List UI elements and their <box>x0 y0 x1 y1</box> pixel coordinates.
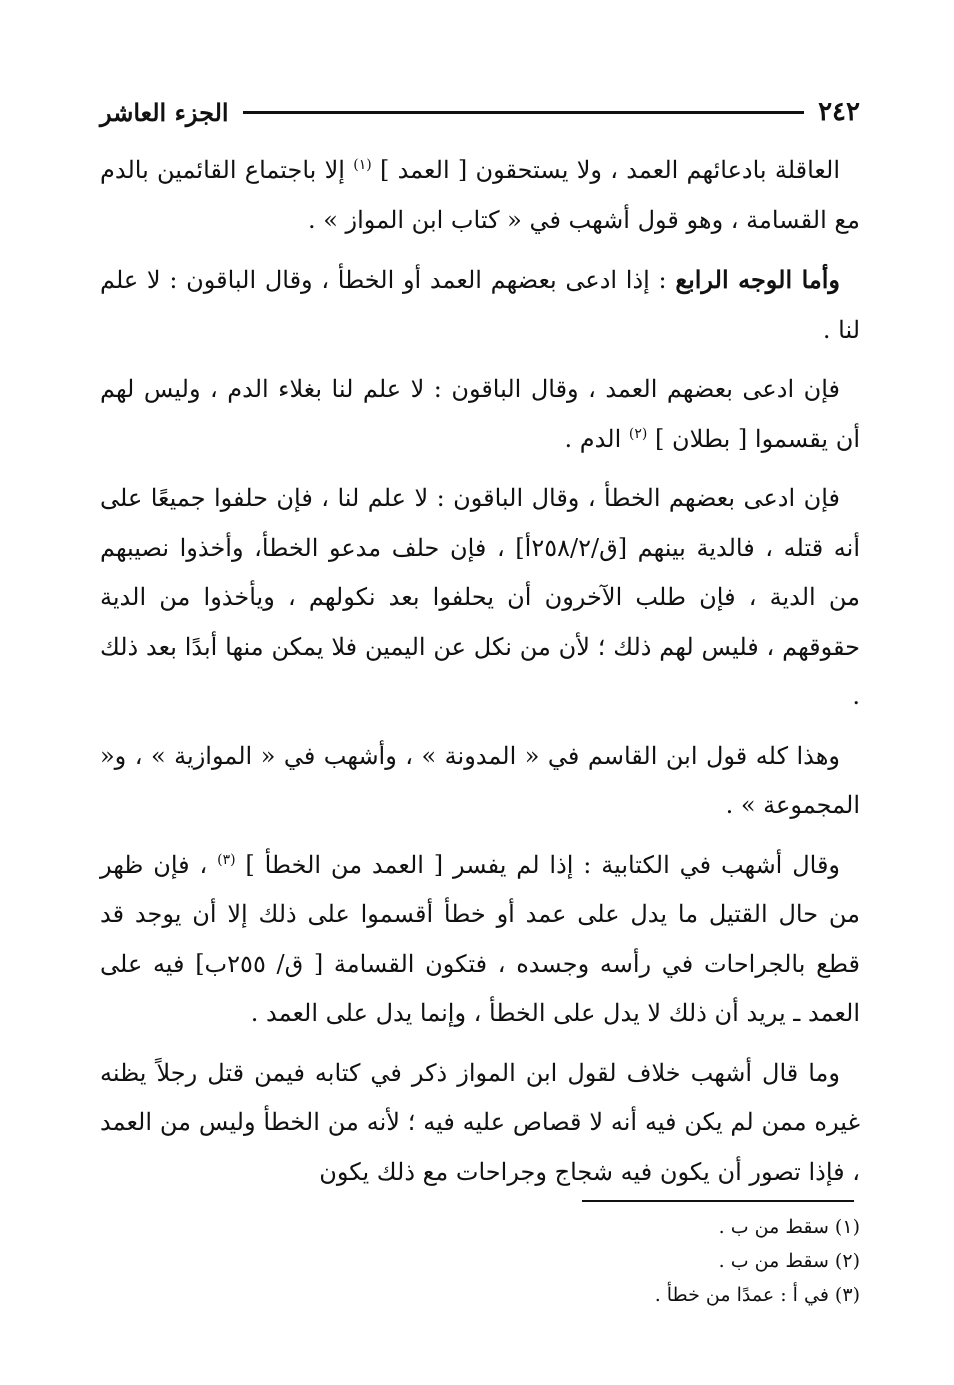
footnotes <box>100 1210 860 1312</box>
text-run: العاقلة بادعائهم العمد ، ولا يستحقون [ العمد ] <box>371 156 840 184</box>
footnote-ref: (١) <box>353 157 372 173</box>
paragraph <box>100 474 860 722</box>
section-heading: وأما الوجه الرابع <box>675 265 841 294</box>
text-run: فإن ادعى بعضهم الخطأ ، وقال الباقون : لا علم لنا ، فإن حلفوا جميعًا على أنه قتله ، فالدية بينهم [ق/٢٥٨/٢أ] ، فإن حلف مدعو الخطأ، وأخذوا نصيبهم من الدية ، فإن طلب الآخرون أن يحلفوا بعد نكولهم ، ويأخذوا من الدية حقوقهم ، فليس لهم ذلك ؛ لأن من نكل عن اليمين فلا يمكن منها أبدًا بعد ذلك . <box>100 484 860 710</box>
volume-title: الجزء العاشر <box>100 97 229 127</box>
paragraph <box>100 732 860 831</box>
page-number: ٢٤٢ <box>818 97 860 127</box>
paragraph <box>100 146 860 245</box>
footnote-1: (١) سقط من ب . <box>718 1216 860 1238</box>
body-text <box>100 146 860 1207</box>
footnote-3: (٣) في أ : عمدًا من خطأ . <box>654 1284 860 1306</box>
text-run: الدم . <box>564 424 629 453</box>
text-run: ، فإن ظهر من حال القتيل ما يدل على عمد أو خطأ أقسموا على ذلك إلا أن يوجد قد قطع بالجراحات في رأسه وجسده ، فتكون القسامة [ ق/ ٢٥٥ب] فيه على العمد ـ يريد أن ذلك لا يدل على الخطأ ، وإنما يدل على العمد . <box>100 850 860 1027</box>
text-run: وقال أشهب في الكتابية : إذا لم يفسر [ العمد من الخطأ ] <box>235 850 841 879</box>
paragraph <box>100 1049 860 1198</box>
paragraph <box>100 365 860 464</box>
text-run: فإن ادعى بعضهم العمد ، وقال الباقون : لا علم لنا بغلاء الدم ، وليس لهم أن يقسموا [ بطلان ] <box>100 375 860 453</box>
text-run: وهذا كله قول ابن القاسم في « المدونة » ، وأشهب في « الموازية » ، و« المجموعة » . <box>100 741 860 819</box>
footnote-2: (٢) سقط من ب . <box>718 1250 860 1272</box>
text-run: وما قال أشهب خلاف لقول ابن المواز ذكر في كتابه فيمن قتل رجلاً يظنه غيره ممن لم يكن فيه أنه لا قصاص عليه فيه ؛ لأنه من الخطأ وليس من العمد ، فإذا تصور أن يكون فيه شجاج وجراحات مع ذلك يكون <box>100 1058 860 1186</box>
footnote-ref: (٢) <box>628 425 648 442</box>
text-run: إلا باجتماع القائمين بالدم مع القسامة ، وهو قول أشهب في « كتاب ابن المواز » . <box>100 156 860 234</box>
paragraph <box>100 841 860 1039</box>
footnote-ref: (٣) <box>217 851 236 868</box>
running-header <box>100 92 860 132</box>
footnote-separator <box>582 1200 854 1202</box>
header-rule <box>243 111 805 114</box>
text-run: : إذا ادعى بعضهم العمد أو الخطأ ، وقال الباقون : لا علم لنا . <box>100 266 860 344</box>
paragraph <box>100 255 860 355</box>
